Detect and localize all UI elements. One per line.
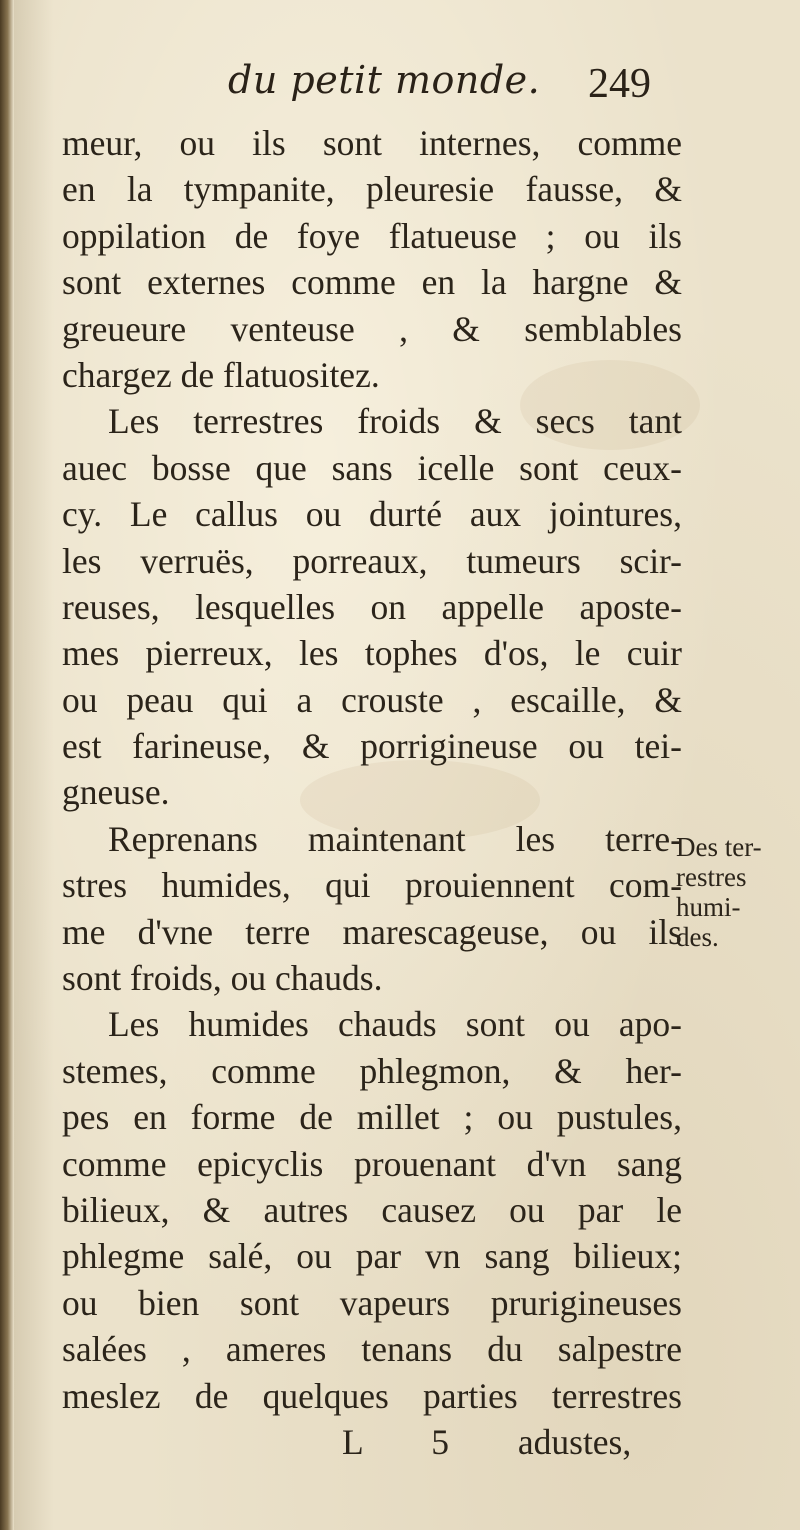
text-line: meur, ou ils sont internes, comme: [62, 123, 682, 163]
text-line: gneuse.: [62, 772, 170, 813]
text-line: phlegme salé, ou par vn sang bilieux;: [62, 1236, 682, 1277]
margin-note-line: humi-: [676, 892, 741, 922]
text-line: sont externes comme en la hargne &: [62, 262, 682, 303]
text-line: ou bien sont vapeurs prurigineuses: [62, 1282, 682, 1323]
text-line: oppilation de foye flatueuse ; ou ils: [62, 215, 682, 256]
margin-note: [676, 832, 796, 952]
page-header: [0, 58, 800, 118]
margin-note-line: Des ter-: [676, 832, 762, 862]
page-number: 249: [588, 61, 651, 107]
paragraph-start-line: Les humides chauds sont ou apo-: [108, 1004, 682, 1045]
text-line: greueure venteuse , & semblables: [62, 308, 682, 349]
text-line: cy. Le callus ou durté aux jointures,: [62, 494, 682, 535]
text-line: sont froids, ou chauds.: [62, 958, 383, 999]
margin-note-line: restres: [676, 862, 747, 892]
text-line: comme epicyclis prouenant d'vn sang: [62, 1143, 682, 1184]
text-line: stemes, comme phlegmon, & her-: [62, 1050, 682, 1091]
text-line: bilieux, & autres causez ou par le: [62, 1189, 682, 1230]
paragraph-start-line: Les terrestres froids & secs tant: [108, 401, 682, 442]
text-line: stres humides, qui prouiennent com-: [62, 865, 682, 906]
paragraph-start-line: Reprenans maintenant les terre-: [108, 818, 682, 859]
page-fold-shadow: [14, 0, 54, 1530]
text-line: me d'vne terre marescageuse, ou ils: [62, 911, 682, 952]
text-line: pes en forme de millet ; ou pustules,: [62, 1097, 682, 1138]
text-line: meslez de quelques parties terrestres: [62, 1375, 682, 1416]
body-text: [62, 120, 682, 1465]
text-line: les verruës, porreaux, tumeurs scir-: [62, 540, 682, 581]
text-line: mes pierreux, les tophes d'os, le cuir: [62, 633, 682, 674]
text-line: chargez de flatuositez.: [62, 354, 380, 395]
running-title: du petit monde.: [228, 58, 541, 102]
catchline: L 5 adustes,: [342, 1421, 632, 1462]
text-line: reuses, lesquelles on appelle aposte-: [62, 586, 682, 627]
text-line: auec bosse que sans icelle sont ceux-: [62, 447, 682, 488]
text-line: est farineuse, & porrigineuse ou tei-: [62, 726, 682, 767]
text-line: salées , ameres tenans du salpestre: [62, 1329, 682, 1370]
text-line: en la tympanite, pleuresie fausse, &: [62, 169, 682, 210]
text-line: ou peau qui a crouste , escaille, &: [62, 679, 682, 720]
margin-note-line: des.: [676, 922, 719, 952]
page-binding-edge: [0, 0, 14, 1530]
